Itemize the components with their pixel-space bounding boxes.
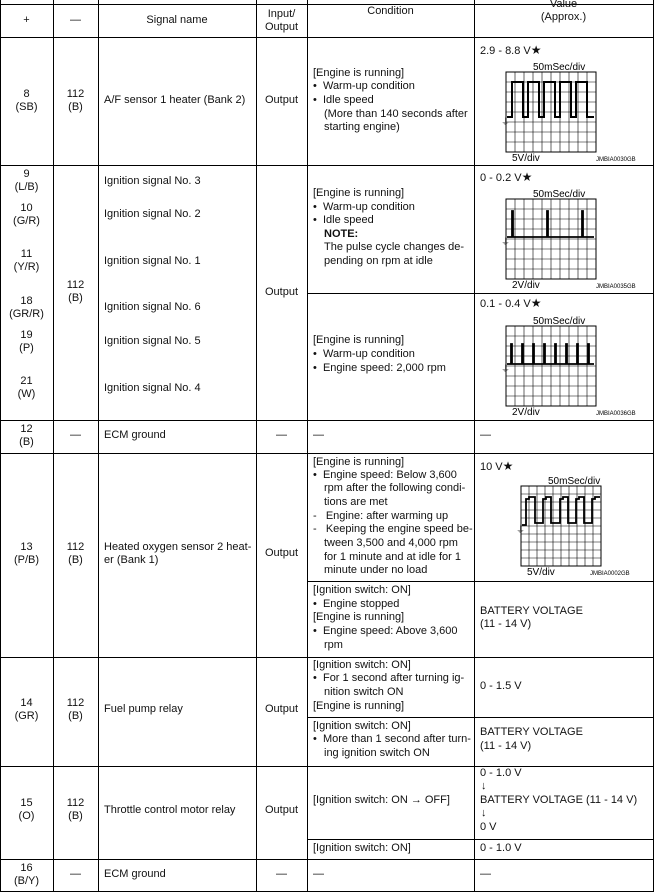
rule <box>307 839 654 840</box>
signal-name: Ignition signal No. 6 <box>104 301 201 313</box>
condition-line: [Ignition switch: ON] <box>313 842 411 854</box>
wire-color: (L/B) <box>14 181 39 193</box>
condition-line: The pulse cycle changes de- <box>324 241 465 253</box>
condition-line: for 1 minute and at idle for 1 <box>324 551 461 563</box>
condition-line: [Ignition switch: ON] <box>313 659 411 671</box>
condition-line: rpm after the following condi- <box>324 482 466 494</box>
condition-line: [Ignition switch: ON] <box>313 720 411 732</box>
header-condition: Condition <box>367 5 414 17</box>
terminal-number: 112 <box>66 279 85 291</box>
value-text: BATTERY VOLTAGE <box>480 605 583 617</box>
condition-line: • Engine speed: Below 3,600 <box>313 469 457 481</box>
condition-line: [Engine is running] <box>313 187 405 199</box>
wire-color: (B) <box>68 292 83 304</box>
figure-code: JMBIA0036GB <box>596 411 636 416</box>
wire-color: (B) <box>68 101 83 113</box>
oscilloscope-waveform <box>498 316 648 416</box>
condition-line: tween 3,500 and 4,000 rpm <box>324 537 458 549</box>
wire-color: (GR) <box>14 710 39 722</box>
condition-line: — <box>313 429 324 441</box>
rule <box>98 0 99 892</box>
rule <box>307 293 654 294</box>
condition-line: [Engine is running] <box>313 456 405 468</box>
waveform-trace <box>507 211 594 237</box>
signal-name: ECM ground <box>104 868 166 880</box>
condition-line: [Ignition switch: ON] <box>313 584 411 596</box>
ground-marker-icon: ⏚ <box>501 118 511 128</box>
condition-line: minute under no load <box>324 564 428 576</box>
signal-name: er (Bank 1) <box>104 554 159 566</box>
value-text: 0.1 - 0.4 V★ <box>480 296 542 310</box>
signal-name: Fuel pump relay <box>104 703 183 715</box>
value-text: BATTERY VOLTAGE (11 - 14 V) <box>480 794 638 806</box>
condition-line: tions are met <box>324 496 388 508</box>
wire-color: (B) <box>19 436 34 448</box>
condition-line: ing ignition switch ON <box>324 747 430 759</box>
down-arrow-icon: ↓ <box>481 780 487 792</box>
condition-line: [Engine is running] <box>313 67 405 79</box>
value-text: 10 V★ <box>480 459 514 473</box>
wire-color: (G/R) <box>13 215 40 227</box>
value-text: (11 - 14 V) <box>480 740 532 752</box>
scope-grid <box>506 326 596 406</box>
rule <box>474 0 475 892</box>
condition-line: • Warm-up condition <box>313 201 415 213</box>
value-text: BATTERY VOLTAGE <box>480 726 583 738</box>
wire-color: (B) <box>68 554 83 566</box>
star-icon: ★ <box>530 296 542 310</box>
signal-name: Heated oxygen sensor 2 heat- <box>104 541 252 553</box>
rule <box>307 0 308 892</box>
terminal-number: 18 <box>20 295 33 307</box>
terminal-number: 13 <box>20 541 33 553</box>
header-value: (Approx.) <box>540 11 587 23</box>
header-plus: + <box>23 14 30 26</box>
signal-name: Throttle control motor relay <box>104 804 236 816</box>
header-minus: — <box>70 14 81 26</box>
value-text: 0 - 0.2 V★ <box>480 170 533 184</box>
volt-scale-label: 5V/div <box>527 567 555 577</box>
value-text: 0 - 1.0 V <box>480 842 522 854</box>
condition-line: • For 1 second after turning ig- <box>313 672 465 684</box>
value-text: 0 - 1.5 V <box>480 680 522 692</box>
condition-line: • Warm-up condition <box>313 80 415 92</box>
terminal-number: 14 <box>20 697 33 709</box>
io-type: Output <box>264 804 299 816</box>
value-text: — <box>480 868 491 880</box>
wire-color: (SB) <box>15 101 38 113</box>
time-scale-label: 50mSec/div <box>533 62 586 73</box>
wire-color: (Y/R) <box>13 261 40 273</box>
rule <box>256 0 257 892</box>
star-icon: ★ <box>521 170 533 184</box>
header-io: Output <box>264 21 299 33</box>
terminal-number: — <box>70 429 81 441</box>
down-arrow-icon: ↓ <box>481 807 487 819</box>
time-scale-label: 50mSec/div <box>533 189 586 200</box>
value-text: 2.9 - 8.8 V★ <box>480 43 542 57</box>
condition-line: - Keeping the engine speed be- <box>313 523 473 535</box>
terminal-number: 112 <box>66 541 85 553</box>
ground-marker-icon: ⏚ <box>516 526 526 536</box>
terminal-number: — <box>70 868 81 880</box>
signal-name: ECM ground <box>104 429 166 441</box>
signal-name: Ignition signal No. 3 <box>104 175 201 187</box>
rule <box>307 581 654 582</box>
terminal-number: 21 <box>20 375 33 387</box>
wire-color: (O) <box>18 810 35 822</box>
signal-name: Ignition signal No. 2 <box>104 208 201 220</box>
condition-line: • Idle speed <box>313 94 374 106</box>
time-scale-label: 50mSec/div <box>533 316 586 327</box>
condition-note: NOTE: <box>324 228 359 240</box>
terminal-number: 112 <box>66 797 85 809</box>
condition-line: [Engine is running] <box>313 700 405 712</box>
condition-line: (More than 140 seconds after <box>324 108 468 120</box>
terminal-number: 16 <box>20 862 33 874</box>
wire-color: (B) <box>68 710 83 722</box>
waveform-trace <box>507 344 594 364</box>
volt-scale-label: 2V/div <box>512 407 540 416</box>
star-icon: ★ <box>502 459 514 473</box>
condition-line: [Engine is running] <box>313 611 405 623</box>
condition-line: starting engine) <box>324 121 400 133</box>
star-icon: ★ <box>530 43 542 57</box>
rule <box>307 717 654 718</box>
value-text: — <box>480 429 491 441</box>
header-signal-name: Signal name <box>146 14 208 26</box>
scope-grid <box>506 72 596 152</box>
condition-line: • Engine speed: Above 3,600 <box>313 625 458 637</box>
condition-line: [Engine is running] <box>313 334 405 346</box>
signal-name: Ignition signal No. 4 <box>104 382 201 394</box>
condition-line: rpm <box>324 639 343 651</box>
terminal-number: 19 <box>20 329 33 341</box>
volt-scale-label: 5V/div <box>512 153 540 162</box>
terminal-number: 8 <box>23 88 30 100</box>
signal-name: A/F sensor 1 heater (Bank 2) <box>104 94 246 106</box>
condition-line: • Idle speed <box>313 214 374 226</box>
volt-scale-label: 2V/div <box>512 280 540 289</box>
terminal-number: 11 <box>20 248 33 260</box>
condition-line: pending on rpm at idle <box>324 255 433 267</box>
terminal-number: 112 <box>66 88 85 100</box>
time-scale-label: 50mSec/div <box>548 476 601 487</box>
figure-code: JMBIA0035GB <box>596 284 636 289</box>
ground-marker-icon: ⏚ <box>501 238 511 248</box>
wire-color: (B) <box>68 810 83 822</box>
terminal-number: 9 <box>23 168 30 180</box>
value-text: (11 - 14 V) <box>480 618 532 630</box>
condition-line: • More than 1 second after turn- <box>313 733 471 745</box>
wire-color: (B/Y) <box>13 875 40 887</box>
signal-name: Ignition signal No. 1 <box>104 255 201 267</box>
rule <box>53 0 54 892</box>
condition-line: • Engine stopped <box>313 598 400 610</box>
scope-grid <box>521 486 601 566</box>
terminal-number: 10 <box>20 202 33 214</box>
terminal-number: 112 <box>66 697 85 709</box>
condition-line: — <box>313 868 324 880</box>
io-type: Output <box>264 703 299 715</box>
value-text: 0 - 1.0 V <box>480 767 522 779</box>
condition-line: nition switch ON <box>324 686 404 698</box>
terminal-number: 15 <box>20 797 33 809</box>
wire-color: (P/B) <box>13 554 40 566</box>
condition-line: • Engine speed: 2,000 rpm <box>313 362 446 374</box>
terminal-number: 12 <box>20 423 33 435</box>
figure-code: JMBIA0030GB <box>596 157 636 162</box>
value-text: 0 V <box>480 821 497 833</box>
ground-marker-icon: ⏚ <box>501 365 511 375</box>
io-type: Output <box>264 94 299 106</box>
wire-color: (W) <box>17 388 36 400</box>
header-value: Value <box>549 0 578 10</box>
oscilloscope-waveform <box>498 189 648 289</box>
io-type: — <box>276 429 287 441</box>
header-io: Input/ <box>267 8 296 20</box>
oscilloscope-waveform <box>513 473 653 577</box>
wire-color: (GR/R) <box>9 308 44 320</box>
wire-color: (P) <box>19 342 34 354</box>
io-type: — <box>276 868 287 880</box>
condition-line: • Warm-up condition <box>313 348 415 360</box>
condition-line: [Ignition switch: ON → OFF] <box>313 794 450 806</box>
io-type: Output <box>264 547 299 559</box>
figure-code: JMBIA0002GB <box>590 571 630 577</box>
signal-name: Ignition signal No. 5 <box>104 335 201 347</box>
oscilloscope-waveform <box>498 62 648 162</box>
io-type: Output <box>264 286 299 298</box>
condition-line: - Engine: after warming up <box>313 510 449 522</box>
